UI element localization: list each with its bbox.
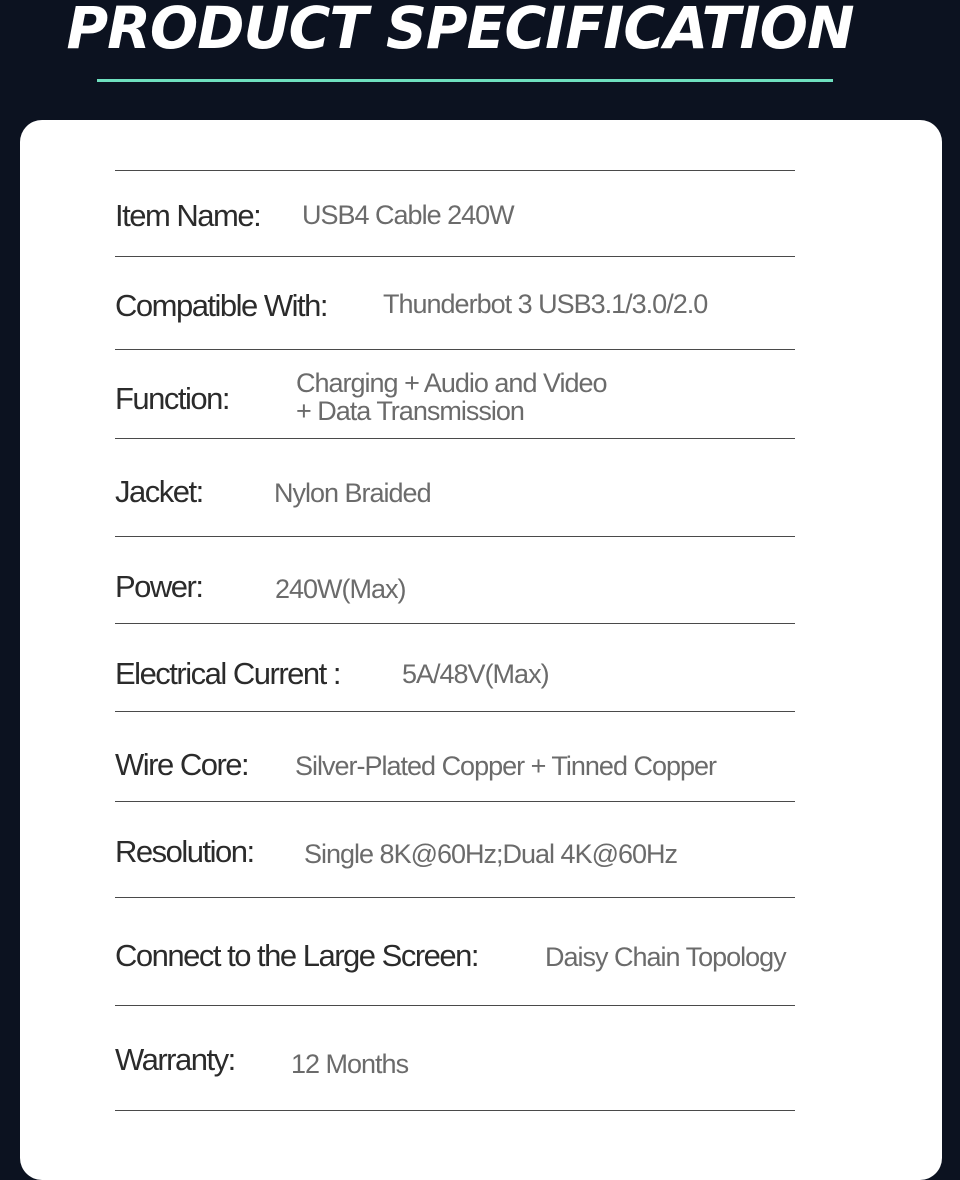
spec-label: Function: bbox=[115, 381, 230, 416]
spec-label: Item Name: bbox=[115, 198, 261, 233]
divider bbox=[115, 536, 795, 537]
divider bbox=[115, 1005, 795, 1006]
spec-label: Jacket: bbox=[115, 474, 203, 509]
divider bbox=[115, 897, 795, 898]
spec-label: Wire Core: bbox=[115, 747, 249, 782]
spec-value: 5A/48V(Max) bbox=[402, 659, 549, 689]
spec-value: Silver-Plated Copper + Tinned Copper bbox=[295, 751, 717, 781]
divider bbox=[115, 623, 795, 624]
spec-value: 12 Months bbox=[291, 1049, 409, 1079]
spec-label: Compatible With: bbox=[115, 288, 328, 323]
spec-label: Connect to the Large Screen: bbox=[115, 938, 478, 973]
spec-value: Daisy Chain Topology bbox=[545, 942, 786, 972]
spec-value: Single 8K@60Hz;Dual 4K@60Hz bbox=[304, 839, 678, 869]
spec-value-line2: + Data Transmission bbox=[296, 396, 524, 426]
spec-card bbox=[20, 120, 942, 1180]
divider bbox=[115, 438, 795, 439]
divider bbox=[115, 170, 795, 171]
divider bbox=[115, 711, 795, 712]
spec-label: Resolution: bbox=[115, 834, 254, 869]
spec-value: USB4 Cable 240W bbox=[302, 200, 514, 230]
spec-value-line1: Charging + Audio and Video bbox=[296, 368, 607, 398]
divider bbox=[115, 256, 795, 257]
title-underline bbox=[97, 79, 833, 82]
spec-label: Warranty: bbox=[115, 1042, 235, 1077]
divider bbox=[115, 349, 795, 350]
spec-label: Power: bbox=[115, 569, 203, 604]
divider bbox=[115, 1110, 795, 1111]
spec-value: Nylon Braided bbox=[274, 478, 431, 508]
page-title: PRODUCT SPECIFICATION bbox=[66, 0, 854, 62]
spec-value: Thunderbot 3 USB3.1/3.0/2.0 bbox=[383, 289, 708, 319]
divider bbox=[115, 801, 795, 802]
spec-label: Electrical Current : bbox=[115, 656, 340, 691]
spec-value: 240W(Max) bbox=[275, 574, 406, 604]
